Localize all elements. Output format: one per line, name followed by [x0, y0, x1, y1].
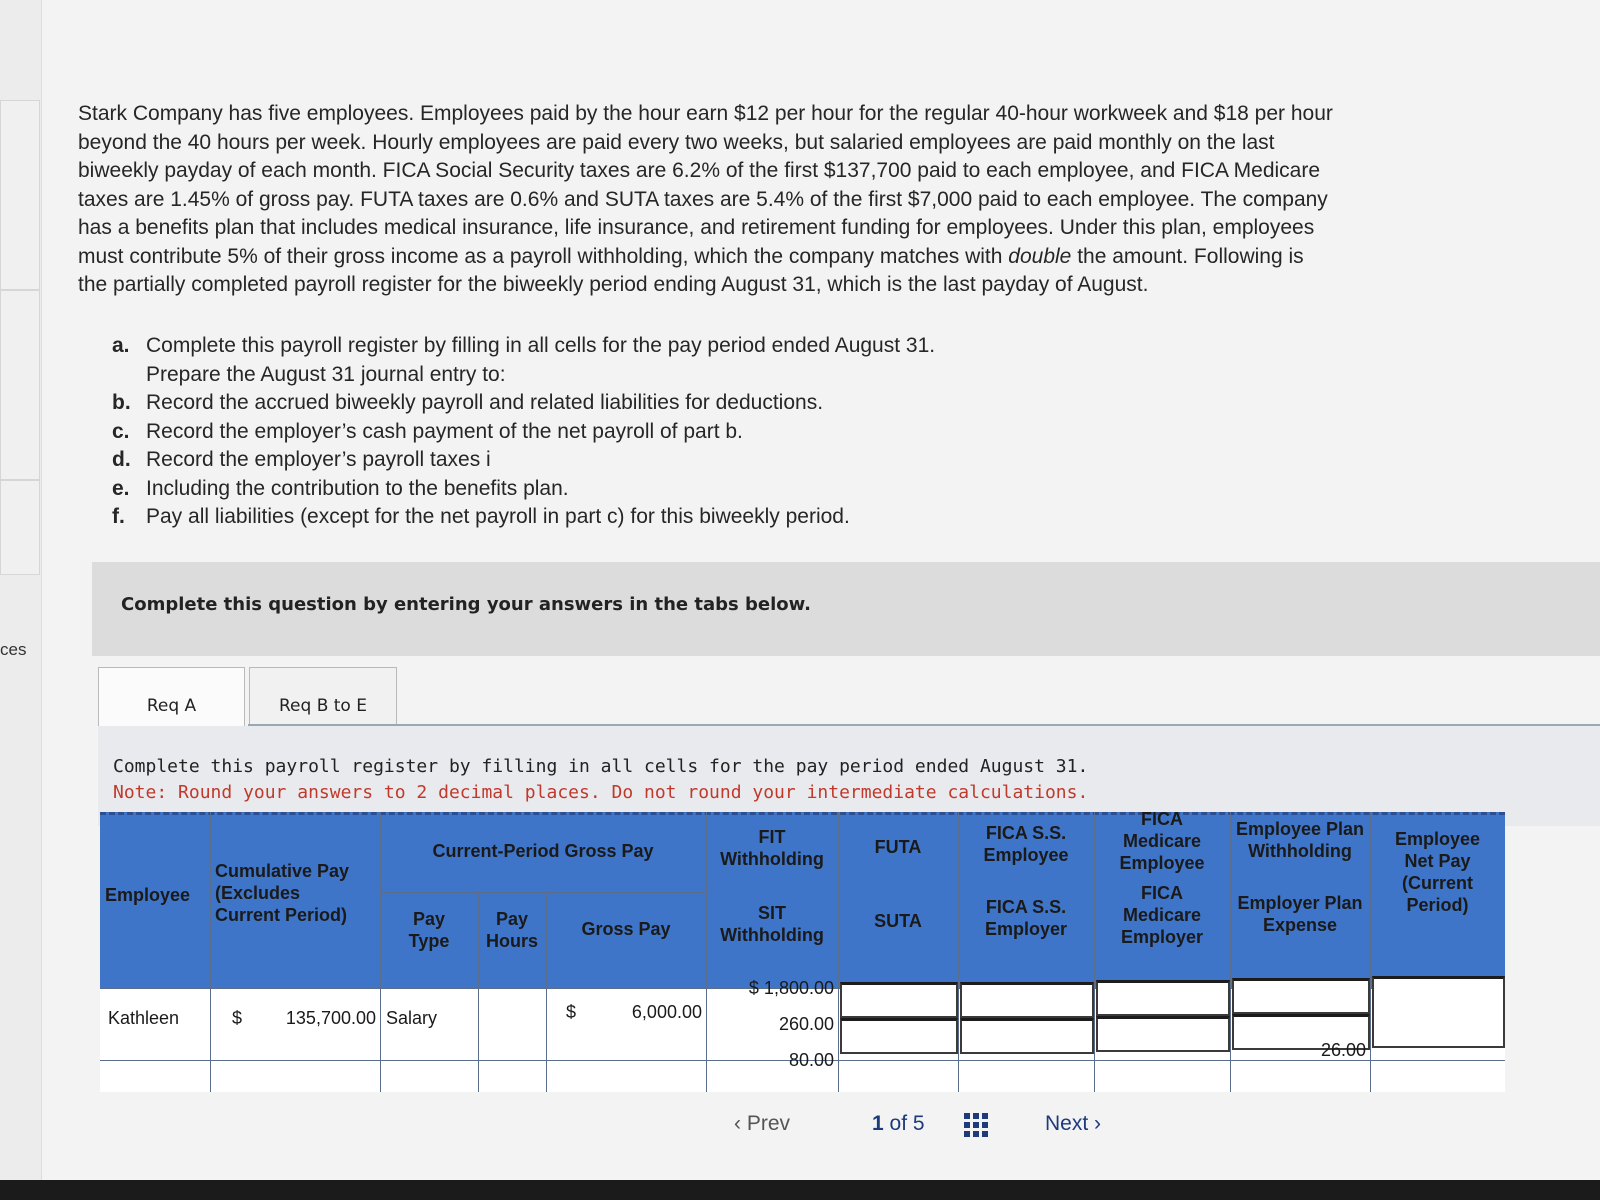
plan-value: 26.00	[1320, 1040, 1366, 1060]
row-gross-pay: 6,000.00	[631, 1002, 702, 1022]
rounding-note: Note: Round your answers to 2 decimal places. Do not round your intermediate calculations.	[113, 782, 1089, 803]
task-text: Record the employer’s payroll taxes i	[146, 448, 491, 471]
header-employee: Employee	[105, 885, 191, 905]
grid-icon[interactable]	[963, 1112, 989, 1138]
row-pay-type: Salary	[386, 1008, 438, 1028]
header-cumulative-pay: Cumulative Pay (Excludes Current Period)	[215, 861, 350, 925]
task-text: Including the contribution to the benefits plan.	[146, 476, 569, 500]
header-fica-ss-employee: FICA S.S. Employee	[983, 823, 1069, 865]
withholding-other-value: 80.00	[788, 1050, 834, 1070]
tab-req-b-to-e[interactable]: Req B to E	[249, 667, 397, 743]
page-indicator: 1 of 5	[872, 1112, 925, 1135]
task-item	[112, 418, 1212, 447]
header-gross-pay: Gross Pay	[581, 919, 671, 939]
banner-text: Complete this question by entering your answers in the tabs below.	[121, 594, 811, 615]
row-employee-name: Kathleen	[108, 1008, 180, 1028]
header-fica-medicare-employer: FICA Medicare Employer	[1120, 883, 1204, 947]
header-fica-ss-employer: FICA S.S. Employer	[984, 897, 1068, 939]
task-text: Record the employer’s cash payment of the net payroll of part b.	[146, 419, 743, 443]
task-item	[112, 332, 1212, 361]
header-futa: FUTA	[874, 837, 922, 857]
task-item	[112, 389, 1212, 418]
task-letter: a.	[112, 334, 130, 357]
header-pay-type: Pay Type	[408, 909, 450, 951]
task-text: Prepare the August 31 journal entry to:	[146, 362, 506, 386]
task-text: Pay all liabilities (except for the net payroll in part c) for this biweekly period.	[146, 505, 850, 528]
task-item	[112, 446, 1212, 475]
sit-withholding-value: 260.00	[778, 1014, 834, 1034]
task-letter: c.	[112, 419, 130, 443]
problem-line-tail: the amount. Following is	[1071, 244, 1304, 268]
task-item	[112, 503, 1212, 532]
prev-button[interactable]: ‹ Prev	[734, 1112, 791, 1135]
suta-input[interactable]	[840, 1018, 958, 1054]
problem-emphasis: double	[1008, 244, 1072, 268]
row-cumulative-currency: $	[232, 1008, 243, 1028]
fit-withholding-value: $ 1,800.00	[748, 978, 834, 998]
task-letter: f.	[112, 505, 125, 528]
header-fit-withholding: FIT Withholding	[720, 827, 824, 869]
tab-req-a[interactable]: Req A	[98, 667, 245, 743]
task-letter: d.	[112, 448, 131, 471]
header-employee-plan-withholding: Employee Plan Withholding	[1235, 819, 1365, 861]
problem-line: beyond the 40 hours per week. Hourly employees are paid every two weeks, but salaried employees are paid monthly on the last	[78, 130, 1275, 154]
header-suta: SUTA	[874, 911, 922, 931]
task-item	[112, 361, 1212, 390]
problem-line: has a benefits plan that includes medical insurance, life insurance, and retirement funding for employees. Under this plan, employees	[78, 216, 1315, 239]
employee-plan-withholding-input[interactable]	[1232, 978, 1370, 1014]
sidebar-panel	[0, 480, 40, 575]
header-sit-withholding: SIT Withholding	[720, 903, 824, 945]
fica-medicare-employer-input[interactable]	[1096, 1016, 1230, 1052]
task-text: Complete this payroll register by filling in all cells for the pay period ended August 31.	[146, 334, 936, 357]
task-list	[112, 332, 1212, 532]
problem-line: taxes are 1.45% of gross pay. FUTA taxes are 0.6% and SUTA taxes are 5.4% of the first $7,000 paid to each employee. The company	[78, 187, 1328, 211]
req-a-instructions	[113, 754, 1088, 806]
problem-statement	[78, 100, 1538, 300]
row-gross-currency: $	[566, 1002, 577, 1022]
instruction-text: Complete this payroll register by filling in all cells for the pay period ended August 31.	[113, 756, 1089, 777]
fica-ss-employee-input[interactable]	[960, 982, 1094, 1018]
futa-input[interactable]	[840, 982, 958, 1018]
employee-net-pay-input[interactable]	[1372, 976, 1505, 1048]
task-letter: b.	[112, 391, 131, 414]
header-fica-medicare-employee: FICA Medicare Employee	[1119, 809, 1205, 873]
problem-line-text: must contribute 5% of their gross income as a payroll withholding, which the company matches with	[78, 244, 1003, 268]
fica-ss-employer-input[interactable]	[960, 1018, 1094, 1054]
left-sidebar	[0, 0, 42, 1200]
row-cumulative-pay: 135,700.00	[285, 1008, 376, 1028]
sidebar-truncated-label[interactable]: ces	[0, 640, 27, 659]
task-text: Record the accrued biweekly payroll and related liabilities for deductions.	[146, 391, 824, 414]
problem-line: Stark Company has five employees. Employees paid by the hour earn $12 per hour for the regular 40-hour workweek and $18 per hour	[78, 102, 1333, 125]
header-employer-plan-expense: Employer Plan Expense	[1237, 893, 1363, 935]
payroll-register	[100, 809, 1505, 1092]
sidebar-panel	[0, 290, 40, 480]
task-item	[112, 475, 1212, 504]
fica-medicare-employee-input[interactable]	[1096, 980, 1230, 1016]
pay-hours-input[interactable]	[480, 992, 544, 1054]
problem-line: the partially completed payroll register for the biweekly period ending August 31, which is the last payday of August.	[78, 273, 1149, 296]
header-pay-hours: Pay Hours	[485, 909, 538, 951]
problem-line	[78, 243, 1538, 272]
header-current-period-gross-pay: Current-Period Gross Pay	[432, 841, 654, 861]
next-button[interactable]: Next ›	[1045, 1112, 1102, 1135]
screen-bezel	[0, 1180, 1600, 1200]
header-employee-net-pay: Employee Net Pay (Current Period)	[1394, 829, 1481, 915]
task-letter: e.	[112, 476, 130, 500]
sidebar-panel	[0, 100, 40, 290]
problem-line: biweekly payday of each month. FICA Social Security taxes are 6.2% of the first $137,700 paid to each employee, and FICA Medicare	[78, 159, 1321, 182]
